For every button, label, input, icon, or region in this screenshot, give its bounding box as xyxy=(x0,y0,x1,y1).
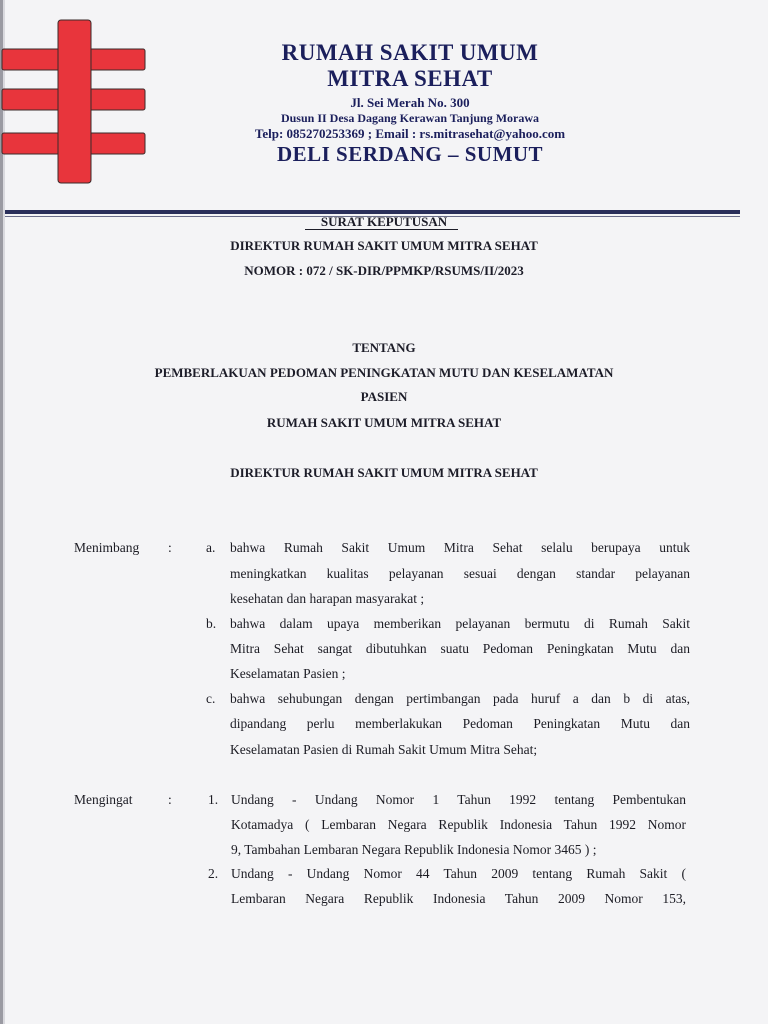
menimbang-a-line3: kesehatan dan harapan masyarakat ; xyxy=(230,591,425,606)
mengingat-1-line3: 9, Tambahan Lembaran Negara Republik Indonesia Nomor 3465 ) ; xyxy=(231,842,597,857)
doc-type: SURAT KEPUTUSAN xyxy=(320,214,448,229)
subject-line3: RUMAH SAKIT UMUM MITRA SEHAT xyxy=(266,415,502,430)
menimbang-colon: : xyxy=(168,540,172,555)
menimbang-b-line2: Mitra Sehat sangat dibutuhkan suatu Pedoman Peningkatan Mutu dan xyxy=(230,641,690,656)
menimbang-c-line3: Keselamatan Pasien di Rumah Sakit Umum Mitra Sehat; xyxy=(230,742,538,757)
address-line2: Dusun II Desa Dagang Kerawan Tanjung Morawa xyxy=(280,111,540,125)
hospital-logo-icon xyxy=(0,18,150,188)
doc-type-underline xyxy=(305,229,458,230)
mengingat-1-line1: Undang - Undang Nomor 1 Tahun 1992 tentang Pembentukan xyxy=(231,792,686,807)
menimbang-c-line2: dipandang perlu memberlakukan Pedoman Peningkatan Mutu dan xyxy=(230,716,690,731)
menimbang-a-line1: bahwa Rumah Sakit Umum Mitra Sehat selalu berupaya untuk xyxy=(230,540,690,555)
contact-line: Telp: 085270253369 ; Email : rs.mitrasehat@yahoo.com xyxy=(254,126,566,141)
mengingat-1-line2: Kotamadya ( Lembaran Negara Republik Indonesia Tahun 1992 Nomor xyxy=(231,817,686,832)
mengingat-2-line1: Undang - Undang Nomor 44 Tahun 2009 tentang Rumah Sakit ( xyxy=(231,866,686,881)
mengingat-marker-1: 1. xyxy=(208,792,219,807)
menimbang-marker-c: c. xyxy=(206,691,216,706)
subject-line2: PASIEN xyxy=(360,389,408,404)
hospital-name-line2: MITRA SEHAT xyxy=(327,66,493,91)
subject-line1: PEMBERLAKUAN PEDOMAN PENINGKATAN MUTU DAN KESELAMATAN xyxy=(154,365,614,380)
mengingat-2-line2: Lembaran Negara Republik Indonesia Tahun 2009 Nomor 153, xyxy=(231,891,686,906)
menimbang-a-line2: meningkatkan kualitas pelayanan sesuai dengan standar pelayanan xyxy=(230,566,690,581)
mengingat-colon: : xyxy=(168,792,172,807)
decree-number: NOMOR : 072 / SK-DIR/PPMKP/RSUMS/II/2023 xyxy=(244,263,524,278)
hospital-name-line1: RUMAH SAKIT UMUM xyxy=(281,40,539,65)
menimbang-marker-a: a. xyxy=(206,540,216,555)
mengingat-marker-2: 2. xyxy=(208,866,219,881)
menimbang-b-line3: Keselamatan Pasien ; xyxy=(230,666,346,681)
about-label: TENTANG xyxy=(352,340,416,355)
issuer: DIREKTUR RUMAH SAKIT UMUM MITRA SEHAT xyxy=(230,238,538,253)
director-heading: DIREKTUR RUMAH SAKIT UMUM MITRA SEHAT xyxy=(230,465,538,480)
menimbang-marker-b: b. xyxy=(206,616,217,631)
mengingat-label: Mengingat xyxy=(74,792,133,807)
menimbang-c-line1: bahwa sehubungan dengan pertimbangan pada huruf a dan b di atas, xyxy=(230,691,690,706)
address-line1: Jl. Sei Merah No. 300 xyxy=(350,95,470,110)
menimbang-b-line1: bahwa dalam upaya memberikan pelayanan bermutu di Rumah Sakit xyxy=(230,616,690,631)
region-line: DELI SERDANG – SUMUT xyxy=(276,142,544,166)
menimbang-label: Menimbang xyxy=(74,540,140,555)
